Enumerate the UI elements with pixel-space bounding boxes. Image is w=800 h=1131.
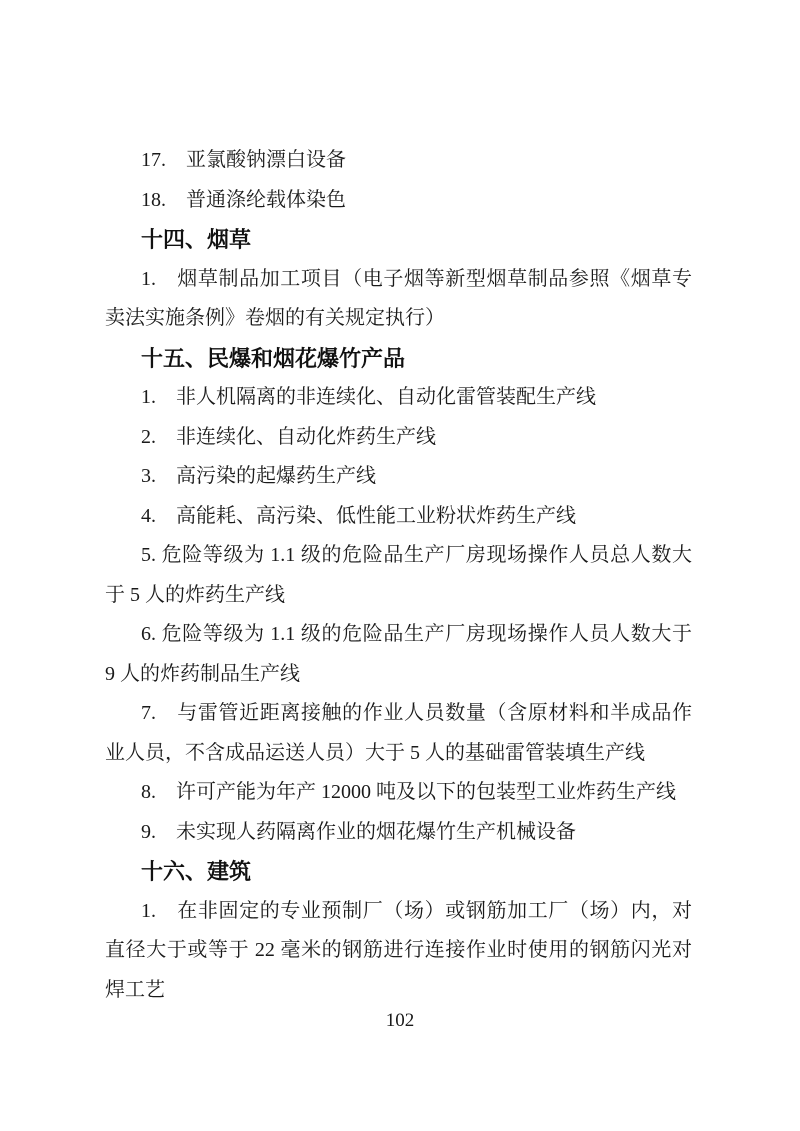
list-item-line: 6. 危险等级为 1.1 级的危险品生产厂房现场操作人员人数大于 [141, 623, 692, 645]
list-item-line: 4. 高能耗、高污染、低性能工业粉状炸药生产线 [141, 504, 576, 527]
continuation-line: 9 人的炸药制品生产线 [105, 662, 300, 685]
list-item-line: 8. 许可产能为年产 12000 吨及以下的包装型工业炸药生产线 [141, 781, 676, 803]
list-item-line: 18. 普通涤纶载体染色 [141, 188, 346, 211]
list-item-line: 3. 高污染的起爆药生产线 [141, 465, 376, 487]
page-footer [0, 1006, 800, 1036]
continuation-line: 卖法实施条例》卷烟的有关规定执行） [105, 307, 445, 329]
list-item-line: 1. 烟草制品加工项目（电子烟等新型烟草制品参照《烟草专 [141, 267, 692, 290]
page-body [105, 141, 692, 1010]
list-item-line: 5. 危险等级为 1.1 级的危险品生产厂房现场操作人员总人数大 [141, 544, 692, 566]
list-item-line: 1. 在非固定的专业预制厂（场）或钢筋加工厂（场）内，对 [141, 899, 692, 922]
section-heading: 十五、民爆和烟花爆竹产品 [141, 345, 406, 371]
page-number: 102 [385, 1010, 415, 1031]
list-item-line: 7. 与雷管近距离接触的作业人员数量（含原材料和半成品作 [141, 702, 692, 724]
continuation-line: 焊工艺 [105, 978, 165, 1001]
continuation-line: 直径大于或等于 22 毫米的钢筋进行连接作业时使用的钢筋闪光对 [105, 939, 692, 961]
list-item-line: 2. 非连续化、自动化炸药生产线 [141, 425, 436, 448]
list-item-line: 1. 非人机隔离的非连续化、自动化雷管装配生产线 [141, 386, 596, 408]
section-heading: 十四、烟草 [141, 227, 252, 252]
list-item-line: 17. 亚氯酸钠漂白设备 [141, 149, 346, 171]
continuation-line: 于 5 人的炸药生产线 [105, 583, 285, 606]
list-item-line: 9. 未实现人药隔离作业的烟花爆竹生产机械设备 [141, 820, 576, 843]
continuation-line: 业人员，不含成品运送人员）大于 5 人的基础雷管装填生产线 [105, 741, 645, 764]
section-heading: 十六、建筑 [141, 859, 252, 884]
